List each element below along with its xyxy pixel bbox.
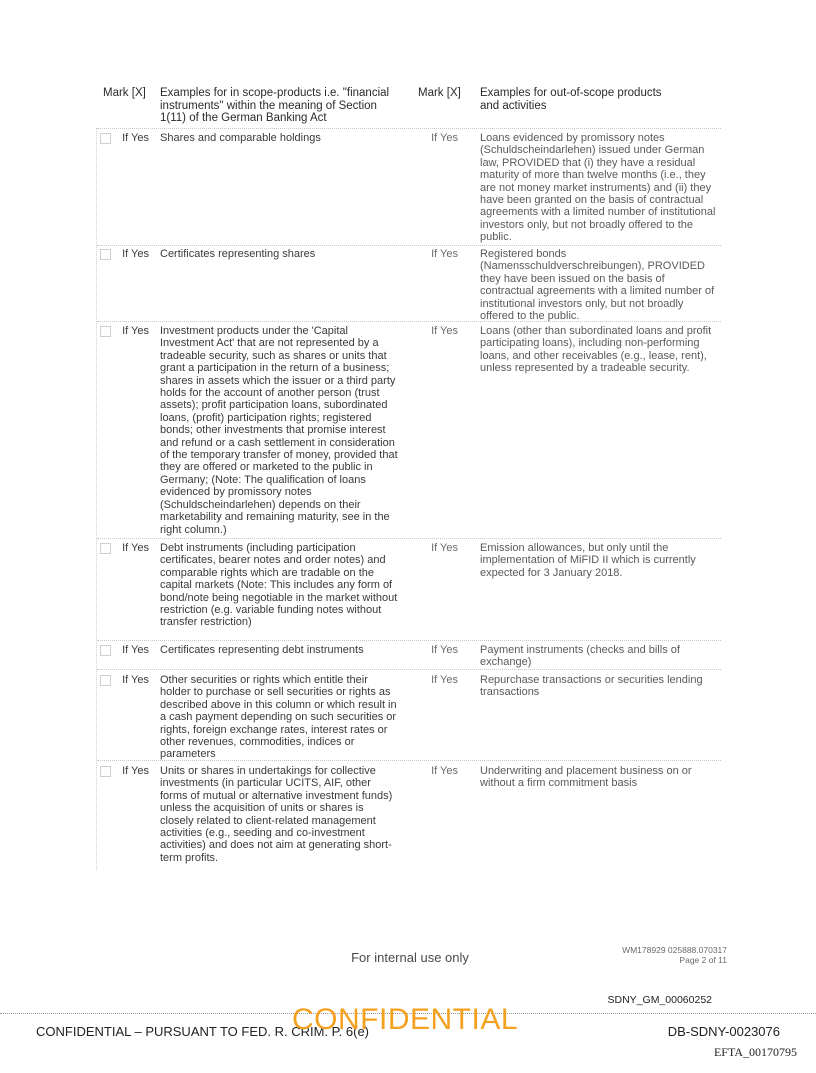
- mark-right-label: If Yes: [431, 132, 458, 144]
- row-divider: [97, 640, 721, 641]
- mark-left-label: If Yes: [122, 542, 149, 554]
- sdny-bates-id: SDNY_GM_00060252: [607, 994, 712, 1006]
- mark-left-label: If Yes: [122, 644, 149, 656]
- out-of-scope-example: Loans (other than subordinated loans and profit participating loans), including non-performing loans, and other receivables (e.g., lease, rent), unless represented by a tradeable security.: [480, 325, 712, 375]
- out-of-scope-example: Payment instruments (checks and bills of exchange): [480, 644, 680, 669]
- row-divider: [97, 760, 721, 761]
- mark-left-label: If Yes: [122, 132, 149, 144]
- out-of-scope-example: Registered bonds (Namensschuldverschreibungen), PROVIDED they have been issued on the basis of contractual agreements with a limited number of institutional investors only, but not broadly offered to the public.: [480, 248, 715, 323]
- in-scope-example: Shares and comparable holdings: [160, 132, 321, 144]
- in-scope-example: Units or shares in undertakings for collective investments (in particular UCITS, AIF, other forms of mutual or alternative investment funds) unless the acquisition of units or shares is closely related to client-related management activities (e.g., seeding and co-investment activities) and does not aim at generating short-term profits.: [160, 765, 393, 864]
- mark-left-label: If Yes: [122, 248, 149, 260]
- row-divider: [97, 669, 721, 670]
- efta-id: EFTA_00170795: [713, 1045, 797, 1059]
- db-sdny-id: DB-SDNY-0023076: [667, 1024, 780, 1039]
- row-divider: [97, 128, 721, 129]
- mark-right-label: If Yes: [431, 765, 458, 777]
- row-divider: [97, 538, 721, 539]
- header-in-scope: Examples for in scope-products i.e. "financial instruments" within the meaning of Section 1(11) of the German Banking Act: [160, 87, 390, 124]
- row-divider: [97, 321, 721, 322]
- mark-right-label: If Yes: [431, 325, 458, 337]
- in-scope-example: Certificates representing shares: [160, 248, 316, 260]
- confidential-notice: CONFIDENTIAL – PURSUANT TO FED. R. CRIM. P. 6(e): [36, 1024, 370, 1039]
- confidential-stamp: CONFIDENTIAL: [292, 1003, 519, 1036]
- in-scope-example: Investment products under the 'Capital Investment Act' that are not represented by a tradeable security, such as shares or units that grant a participation in the return of a business; shares in assets which the issuer or a third party holds for the account of another person (trust assets); profit participation loans, subordinated loans, (profit) participation rights; registered bonds; other investments that promise interest and refund or a cash settlement in consideration of the temporary transfer of money, provided that they are offered or marketed to the public in Germany; (Note: The qualification of loans evidenced by promissory notes (Schuldscheindarlehen) depends on their marketability and remaining maturity, see in the right column.): [160, 325, 398, 536]
- out-of-scope-example: Loans evidenced by promissory notes (Schuldscheindarlehen) issued under German law, PROVIDED that (i) they have a residual maturity of more than twelve months (i.e., they are not money market instruments) and (ii) they have been granted on the basis of contractual agreements with a limited number of institutional investors only, but not broadly offered to the public.: [480, 132, 716, 244]
- header-mark-left: Mark [X]: [103, 87, 146, 99]
- mark-right-label: If Yes: [431, 248, 458, 260]
- mark-left-label: If Yes: [122, 765, 149, 777]
- out-of-scope-example: Underwriting and placement business on or without a firm commitment basis: [480, 765, 692, 790]
- header-out-of-scope: Examples for out-of-scope products and activities: [480, 87, 662, 112]
- left-border: [96, 128, 97, 870]
- internal-use-note: For internal use only: [351, 950, 469, 965]
- out-of-scope-example: Emission allowances, but only until the implementation of MiFID II which is currently expected for 3 January 2018.: [480, 542, 696, 579]
- doc-ref-code: WM178929 025888.070317: [622, 945, 727, 955]
- mark-right-label: If Yes: [431, 674, 458, 686]
- out-of-scope-example: Repurchase transactions or securities lending transactions: [480, 674, 703, 699]
- in-scope-example: Other securities or rights which entitle their holder to purchase or sell securities or rights as described above in this column or which result in a cash payment depending on such securities or rights, foreign exchange rates, interest rates or other revenues, commodities, indices or parameters: [160, 674, 397, 761]
- mark-right-label: If Yes: [431, 542, 458, 554]
- page-number: Page 2 of 11: [679, 955, 727, 965]
- document-reference: [560, 945, 727, 965]
- header-mark-right: Mark [X]: [418, 87, 461, 99]
- row-divider: [97, 245, 721, 246]
- mark-left-label: If Yes: [122, 325, 149, 337]
- in-scope-example: Debt instruments (including participation certificates, bearer notes and order notes) and comparable rights which are tradable on the capital markets (Note: This includes any form of bond/note being negotiable in the market without restriction (e.g. variable funding notes without transfer restriction): [160, 542, 398, 629]
- mark-left-label: If Yes: [122, 674, 149, 686]
- in-scope-example: Certificates representing debt instruments: [160, 644, 364, 656]
- mark-right-label: If Yes: [431, 644, 458, 656]
